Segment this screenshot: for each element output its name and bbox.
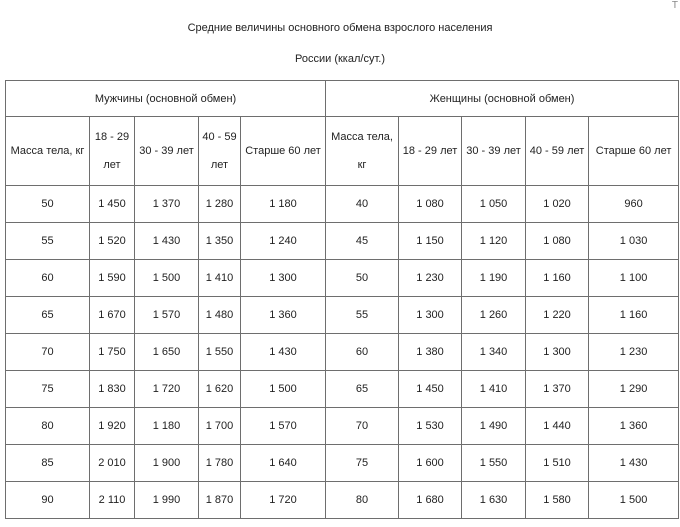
column-header: Масса тела, кг xyxy=(6,117,90,186)
table-cell: 50 xyxy=(326,260,399,297)
table-cell: 55 xyxy=(326,297,399,334)
table-cell: 1 900 xyxy=(135,445,199,482)
column-header: 40 - 59 лет xyxy=(199,117,241,186)
table-cell: 1 360 xyxy=(589,408,679,445)
table-cell: 1 500 xyxy=(135,260,199,297)
basal-metabolism-table xyxy=(5,80,679,519)
table-cell: 2 110 xyxy=(90,482,135,519)
table-cell: 1 190 xyxy=(462,260,526,297)
table-row xyxy=(6,408,679,445)
table-cell: 1 300 xyxy=(399,297,462,334)
column-header: Масса тела, кг xyxy=(326,117,399,186)
table-cell: 1 160 xyxy=(526,260,589,297)
table-cell: 1 510 xyxy=(526,445,589,482)
table-cell: 1 480 xyxy=(199,297,241,334)
table-cell: 1 290 xyxy=(589,371,679,408)
table-cell: 1 780 xyxy=(199,445,241,482)
table-cell: 1 120 xyxy=(462,223,526,260)
table-cell: 85 xyxy=(6,445,90,482)
table-cell: 1 450 xyxy=(90,186,135,223)
table-cell: 1 080 xyxy=(526,223,589,260)
table-cell: 1 080 xyxy=(399,186,462,223)
table-cell: 1 150 xyxy=(399,223,462,260)
table-cell: 1 680 xyxy=(399,482,462,519)
column-header-row xyxy=(6,117,679,186)
table-cell: 1 410 xyxy=(462,371,526,408)
table-title: Средние величины основного обмена взрослого населения xyxy=(187,22,493,34)
table-cell: 1 430 xyxy=(241,334,326,371)
table-cell: 1 570 xyxy=(241,408,326,445)
table-cell: 60 xyxy=(6,260,90,297)
table-cell: 1 300 xyxy=(526,334,589,371)
table-cell: 1 520 xyxy=(90,223,135,260)
table-cell: 1 590 xyxy=(90,260,135,297)
column-header: 40 - 59 лет xyxy=(526,117,589,186)
table-cell: 40 xyxy=(326,186,399,223)
table-cell: 80 xyxy=(326,482,399,519)
table-cell: 65 xyxy=(6,297,90,334)
table-cell: 1 620 xyxy=(199,371,241,408)
table-cell: 1 500 xyxy=(241,371,326,408)
table-row xyxy=(6,334,679,371)
table-cell: 75 xyxy=(6,371,90,408)
table-cell: 1 830 xyxy=(90,371,135,408)
table-cell: 1 370 xyxy=(135,186,199,223)
column-header: 30 - 39 лет xyxy=(135,117,199,186)
table-cell: 1 230 xyxy=(589,334,679,371)
table-cell: 1 450 xyxy=(399,371,462,408)
table-cell: 1 050 xyxy=(462,186,526,223)
table-cell: 1 020 xyxy=(526,186,589,223)
table-cell: 55 xyxy=(6,223,90,260)
table-cell: 60 xyxy=(326,334,399,371)
women-group-header: Женщины (основной обмен) xyxy=(326,81,679,117)
column-header: 30 - 39 лет xyxy=(462,117,526,186)
table-cell: 1 030 xyxy=(589,223,679,260)
table-cell: 1 100 xyxy=(589,260,679,297)
table-cell: 1 720 xyxy=(241,482,326,519)
table-cell: 1 410 xyxy=(199,260,241,297)
table-cell: 1 500 xyxy=(589,482,679,519)
table-cell: 1 440 xyxy=(526,408,589,445)
table-cell: 1 380 xyxy=(399,334,462,371)
table-cell: 2 010 xyxy=(90,445,135,482)
table-cell: 80 xyxy=(6,408,90,445)
table-cell: 1 300 xyxy=(241,260,326,297)
table-cell: 1 360 xyxy=(241,297,326,334)
table-cell: 1 350 xyxy=(199,223,241,260)
table-cell: 1 180 xyxy=(135,408,199,445)
corner-mark: T xyxy=(671,0,678,11)
table-cell: 1 640 xyxy=(241,445,326,482)
table-subtitle: России (ккал/сут.) xyxy=(295,53,385,65)
table-cell: 1 990 xyxy=(135,482,199,519)
table-cell: 1 630 xyxy=(462,482,526,519)
table-cell: 1 600 xyxy=(399,445,462,482)
table-row xyxy=(6,482,679,519)
table-cell: 50 xyxy=(6,186,90,223)
table-cell: 1 650 xyxy=(135,334,199,371)
table-cell: 1 370 xyxy=(526,371,589,408)
table-cell: 1 870 xyxy=(199,482,241,519)
column-header: 18 - 29 лет xyxy=(90,117,135,186)
table-cell: 1 240 xyxy=(241,223,326,260)
table-cell: 1 280 xyxy=(199,186,241,223)
table-cell: 1 430 xyxy=(589,445,679,482)
table-cell: 1 550 xyxy=(462,445,526,482)
table-cell: 1 230 xyxy=(399,260,462,297)
table-cell: 1 260 xyxy=(462,297,526,334)
table-body xyxy=(6,186,679,519)
table-cell: 1 430 xyxy=(135,223,199,260)
table-row xyxy=(6,371,679,408)
table-row xyxy=(6,260,679,297)
table-cell: 1 580 xyxy=(526,482,589,519)
table-cell: 1 550 xyxy=(199,334,241,371)
men-group-header: Мужчины (основной обмен) xyxy=(6,81,326,117)
table-cell: 1 220 xyxy=(526,297,589,334)
table-cell: 1 340 xyxy=(462,334,526,371)
table-cell: 1 530 xyxy=(399,408,462,445)
table-row xyxy=(6,445,679,482)
table-row xyxy=(6,186,679,223)
table-cell: 1 670 xyxy=(90,297,135,334)
table-cell: 1 160 xyxy=(589,297,679,334)
table-cell: 1 920 xyxy=(90,408,135,445)
column-header: 18 - 29 лет xyxy=(399,117,462,186)
table-cell: 1 720 xyxy=(135,371,199,408)
table-cell: 1 700 xyxy=(199,408,241,445)
table-cell: 65 xyxy=(326,371,399,408)
table-cell: 1 180 xyxy=(241,186,326,223)
table-cell: 1 490 xyxy=(462,408,526,445)
table-cell: 960 xyxy=(589,186,679,223)
column-header: Старше 60 лет xyxy=(589,117,679,186)
table-cell: 45 xyxy=(326,223,399,260)
table-cell: 70 xyxy=(6,334,90,371)
table-cell: 70 xyxy=(326,408,399,445)
table-row xyxy=(6,223,679,260)
column-header: Старше 60 лет xyxy=(241,117,326,186)
group-header-row xyxy=(6,81,679,117)
table-cell: 90 xyxy=(6,482,90,519)
table-cell: 1 750 xyxy=(90,334,135,371)
table-row xyxy=(6,297,679,334)
table-cell: 75 xyxy=(326,445,399,482)
table-cell: 1 570 xyxy=(135,297,199,334)
